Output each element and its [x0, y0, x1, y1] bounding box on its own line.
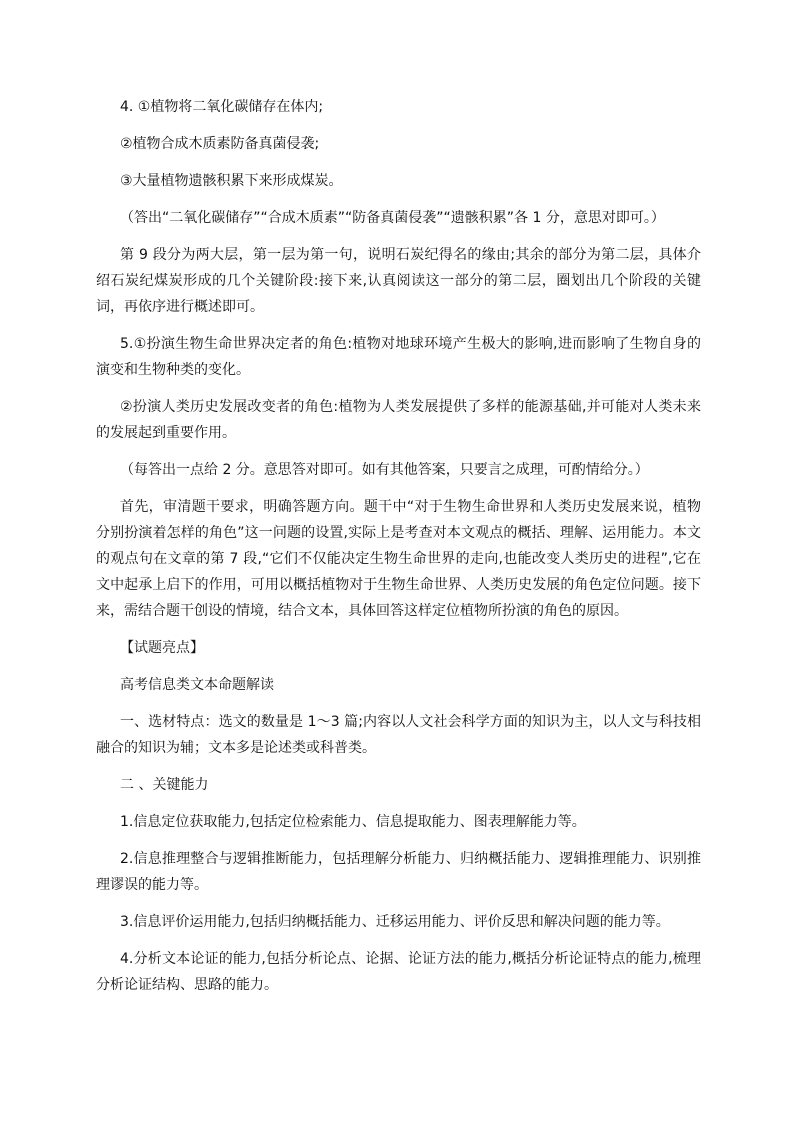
- answer-4-item-2: ②植物合成木质素防备真菌侵袭;: [120, 136, 320, 152]
- ability-item-1: 1.信息定位获取能力,包括定位检索能力、信息提取能力、图表理解能力等。: [120, 814, 586, 830]
- answer-4-scoring: （答出“二氧化碳储存”“合成木质素”“防备真菌侵袭”“遗骸积累”各 1 分，意思对即可。）: [120, 210, 665, 226]
- answer-5-analysis: 首先，审清题干要求，明确答题方向。题干中“对于生物生命世界和人类历史发展来说，植物分别扮演着怎样的角色”这一问题的设置,实际上是考查对本文观点的概括、理解、运用能力。本文的观点句在文章的第 7 段,“它们不仅能决定生物生命世界的走向,也能改变人类历史的进程”,它在文中起承上启下的作用，可用以概括植物对于生物生命世界、人类历史发展的角色定位问题。接下来，需结合题干创设的情境，结合文本，具体回答这样定位植物所扮演的角色的原因。: [96, 499, 701, 619]
- answer-5-item-2: ②扮演人类历史发展改变者的角色:植物为人类发展提供了多样的能源基础,并可能对人类未来的发展起到重要作用。: [96, 399, 701, 441]
- key-abilities-heading: 二 、关键能力: [120, 777, 209, 793]
- answer-4-analysis: 第 9 段分为两大层，第一层为第一句，说明石炭纪得名的缘由;其余的部分为第二层，具体介绍石炭纪煤炭形成的几个关键阶段:接下来,认真阅读这一部分的第二层，圈划出几个阶段的关键词，再依序进行概述即可。: [96, 247, 701, 315]
- ability-item-2: 2.信息推理整合与逻辑推断能力，包括理解分析能力、归纳概括能力、逻辑推理能力、识别推理谬误的能力等。: [96, 851, 701, 893]
- answer-4-item-3: ③大量植物遗骸积累下来形成煤炭。: [120, 173, 343, 189]
- answer-4-item-1: 4. ①植物将二氧化碳储存在体内;: [120, 99, 324, 115]
- selection-features: 一、选材特点：选文的数量是 1～3 篇;内容以人文社会科学方面的知识为主，以人文与科技相融合的知识为辅；文本多是论述类或科普类。: [96, 714, 701, 756]
- section-subtitle: 高考信息类文本命题解读: [120, 677, 274, 693]
- answer-5-scoring: （每答出一点给 2 分。意思答对即可。如有其他答案，只要言之成理，可酌情给分。）: [120, 462, 649, 478]
- document-body: [96, 94, 701, 1009]
- ability-item-4: 4.分析文本论证的能力,包括分析论点、论据、论证方法的能力,概括分析论证特点的能力,梳理分析论证结构、思路的能力。: [96, 951, 701, 993]
- answer-5-item-1: 5.①扮演生物生命世界决定者的角色:植物对地球环境产生极大的影响,进而影响了生物自身的演变和生物种类的变化。: [96, 336, 701, 378]
- ability-item-3: 3.信息评价运用能力,包括归纳概括能力、迁移运用能力、评价反思和解决问题的能力等。: [120, 914, 670, 930]
- section-heading-highlights: 【试题亮点】: [120, 640, 204, 656]
